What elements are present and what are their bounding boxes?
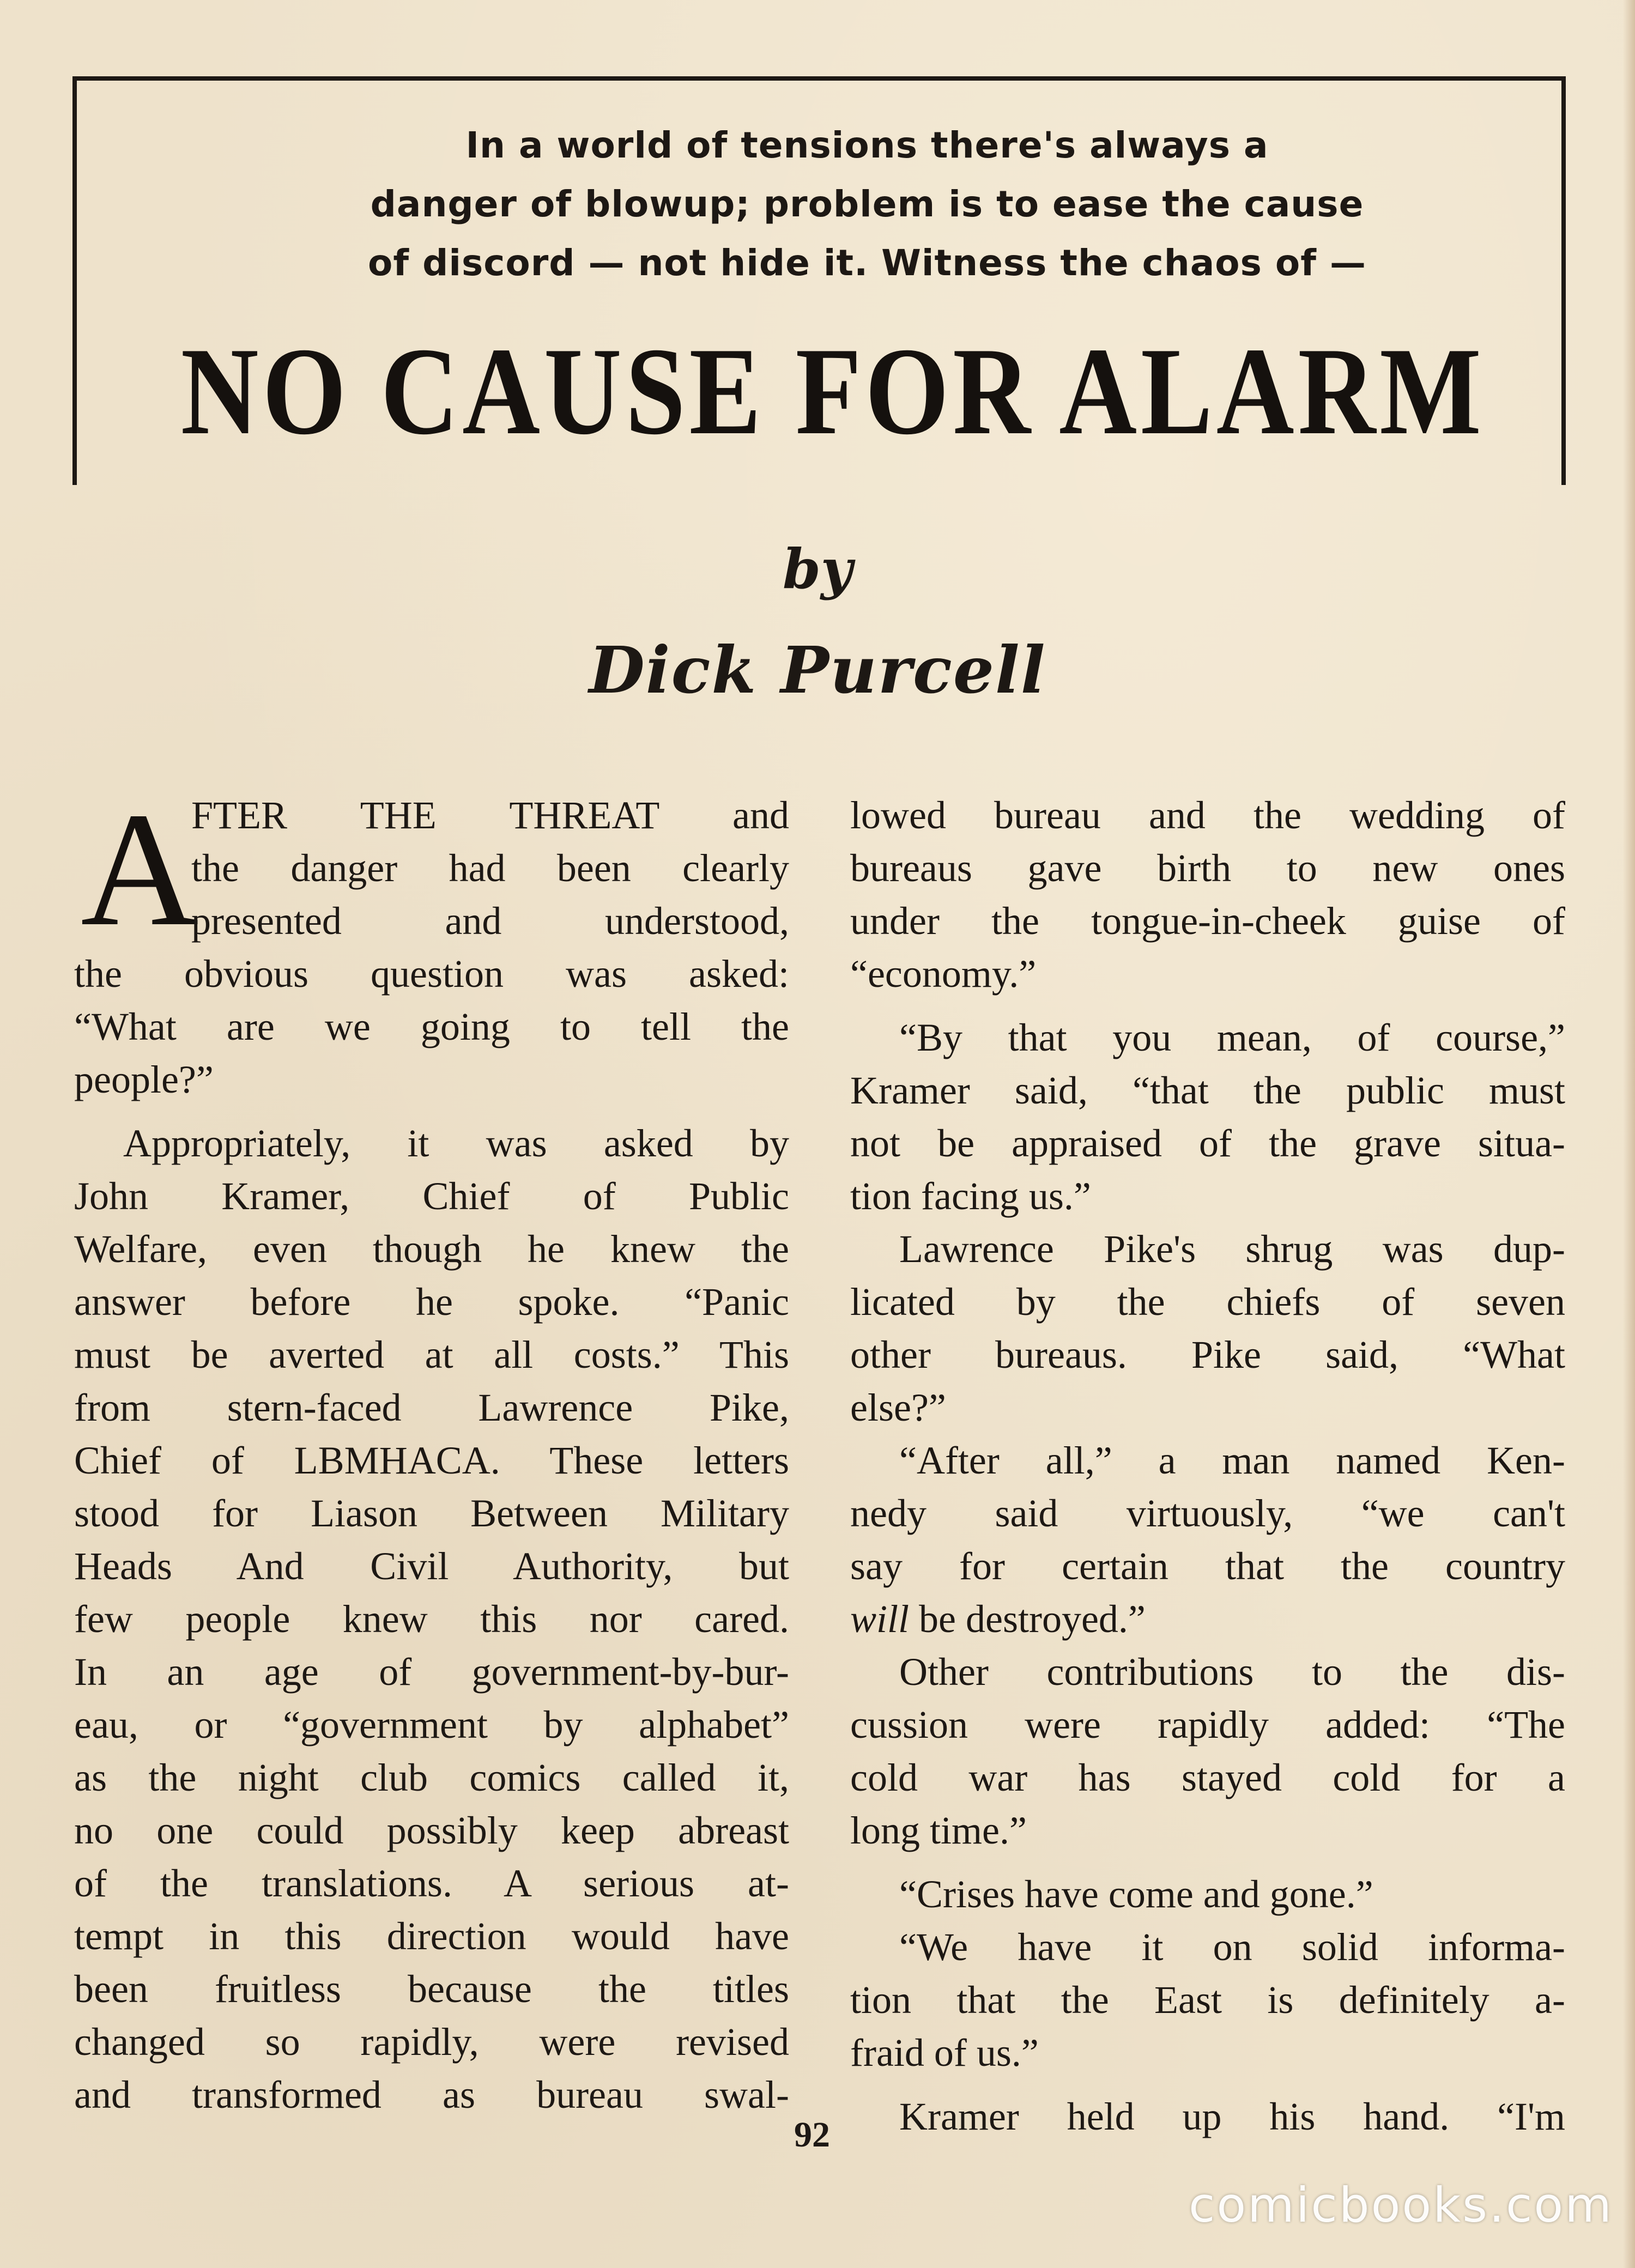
- text-line: tempt in this direction would have: [74, 1914, 789, 1958]
- text-line: cold war has stayed cold for a: [850, 1756, 1565, 1799]
- text-line: and transformed as bureau swal-: [74, 2073, 789, 2117]
- text-line: tion that the East is definitely a-: [850, 1978, 1565, 2022]
- header-box: [72, 76, 1566, 485]
- text-line: Welfare, even though he knew the: [74, 1227, 789, 1271]
- text-line: John Kramer, Chief of Public: [74, 1174, 789, 1218]
- text-line: “economy.”: [850, 952, 1037, 996]
- text-line: In an age of government-by-bur-: [74, 1650, 789, 1694]
- text-line: as the night club comics called it,: [74, 1756, 789, 1799]
- text-line: from stern-faced Lawrence Pike,: [74, 1386, 789, 1429]
- byline-by: by: [782, 537, 853, 601]
- text-line: people?”: [74, 1058, 214, 1101]
- page-edge-shadow: [1623, 0, 1635, 2268]
- text-line: the danger had been clearly: [191, 846, 789, 890]
- text-line: FTER THE THREAT and: [191, 793, 789, 837]
- byline-author: Dick Purcell: [589, 632, 1046, 708]
- text-line: “We have it on solid informa-: [899, 1925, 1565, 1969]
- dek-line: of discord — not hide it. Witness the chaos of —: [368, 242, 1366, 284]
- text-line: nedy said virtuously, “we can't: [850, 1491, 1565, 1535]
- dek-line: danger of blowup; problem is to ease the cause: [370, 183, 1364, 225]
- text-fragment: be destroyed.”: [919, 1597, 1146, 1641]
- text-line: fraid of us.”: [850, 2031, 1039, 2075]
- text-line: Heads And Civil Authority, but: [74, 1544, 789, 1588]
- text-line: “What are we going to tell the: [74, 1005, 789, 1048]
- dek-line: In a world of tensions there's always a: [465, 124, 1269, 166]
- italic-word: will: [850, 1597, 910, 1641]
- text-line: stood for Liason Between Military: [74, 1491, 789, 1535]
- page-number: 92: [794, 2115, 830, 2155]
- watermark: comicbooks.com: [1188, 2177, 1613, 2233]
- dek-text: [268, 116, 1467, 293]
- drop-cap: A: [81, 779, 199, 960]
- story-title: NO CAUSE FOR ALARM: [180, 322, 1485, 460]
- text-line: must be averted at all costs.” This: [74, 1333, 789, 1376]
- text-line: “Crises have come and gone.”: [899, 1872, 1373, 1916]
- text-line: changed so rapidly, were revised: [74, 2020, 789, 2064]
- text-line-with-italic: [850, 1593, 1565, 1646]
- text-line: no one could possibly keep abreast: [74, 1809, 789, 1852]
- text-line: presented and understood,: [191, 899, 789, 943]
- text-line: else?”: [850, 1386, 946, 1429]
- text-line: not be appraised of the grave situa-: [850, 1121, 1565, 1165]
- text-line: say for certain that the country: [850, 1544, 1565, 1588]
- text-line: Lawrence Pike's shrug was dup-: [899, 1227, 1565, 1271]
- text-line: of the translations. A serious at-: [74, 1861, 789, 1905]
- text-line: Chief of LBMHACA. These letters: [74, 1439, 789, 1482]
- text-line: “By that you mean, of course,”: [899, 1016, 1565, 1059]
- text-line: answer before he spoke. “Panic: [74, 1280, 789, 1324]
- right-column: [850, 789, 1565, 2143]
- text-line: tion facing us.”: [850, 1174, 1091, 1218]
- text-line: lowed bureau and the wedding of: [850, 793, 1565, 837]
- text-line: cussion were rapidly added: “The: [850, 1703, 1565, 1747]
- text-line: eau, or “government by alphabet”: [74, 1703, 789, 1747]
- text-line: licated by the chiefs of seven: [850, 1280, 1565, 1324]
- text-line: Kramer held up his hand. “I'm: [899, 2095, 1565, 2138]
- text-line: “After all,” a man named Ken-: [899, 1439, 1565, 1482]
- text-line: other bureaus. Pike said, “What: [850, 1333, 1565, 1376]
- text-line: bureaus gave birth to new ones: [850, 846, 1565, 890]
- text-line: Other contributions to the dis-: [899, 1650, 1565, 1694]
- left-column: [74, 779, 789, 2121]
- text-line: Kramer said, “that the public must: [850, 1069, 1565, 1112]
- text-line: Appropriately, it was asked by: [123, 1121, 789, 1165]
- text-line: the obvious question was asked:: [74, 952, 789, 996]
- text-line: under the tongue-in-cheek guise of: [850, 899, 1565, 943]
- text-line: long time.”: [850, 1809, 1027, 1852]
- text-line: been fruitless because the titles: [74, 1967, 789, 2011]
- text-line: few people knew this nor cared.: [74, 1597, 789, 1641]
